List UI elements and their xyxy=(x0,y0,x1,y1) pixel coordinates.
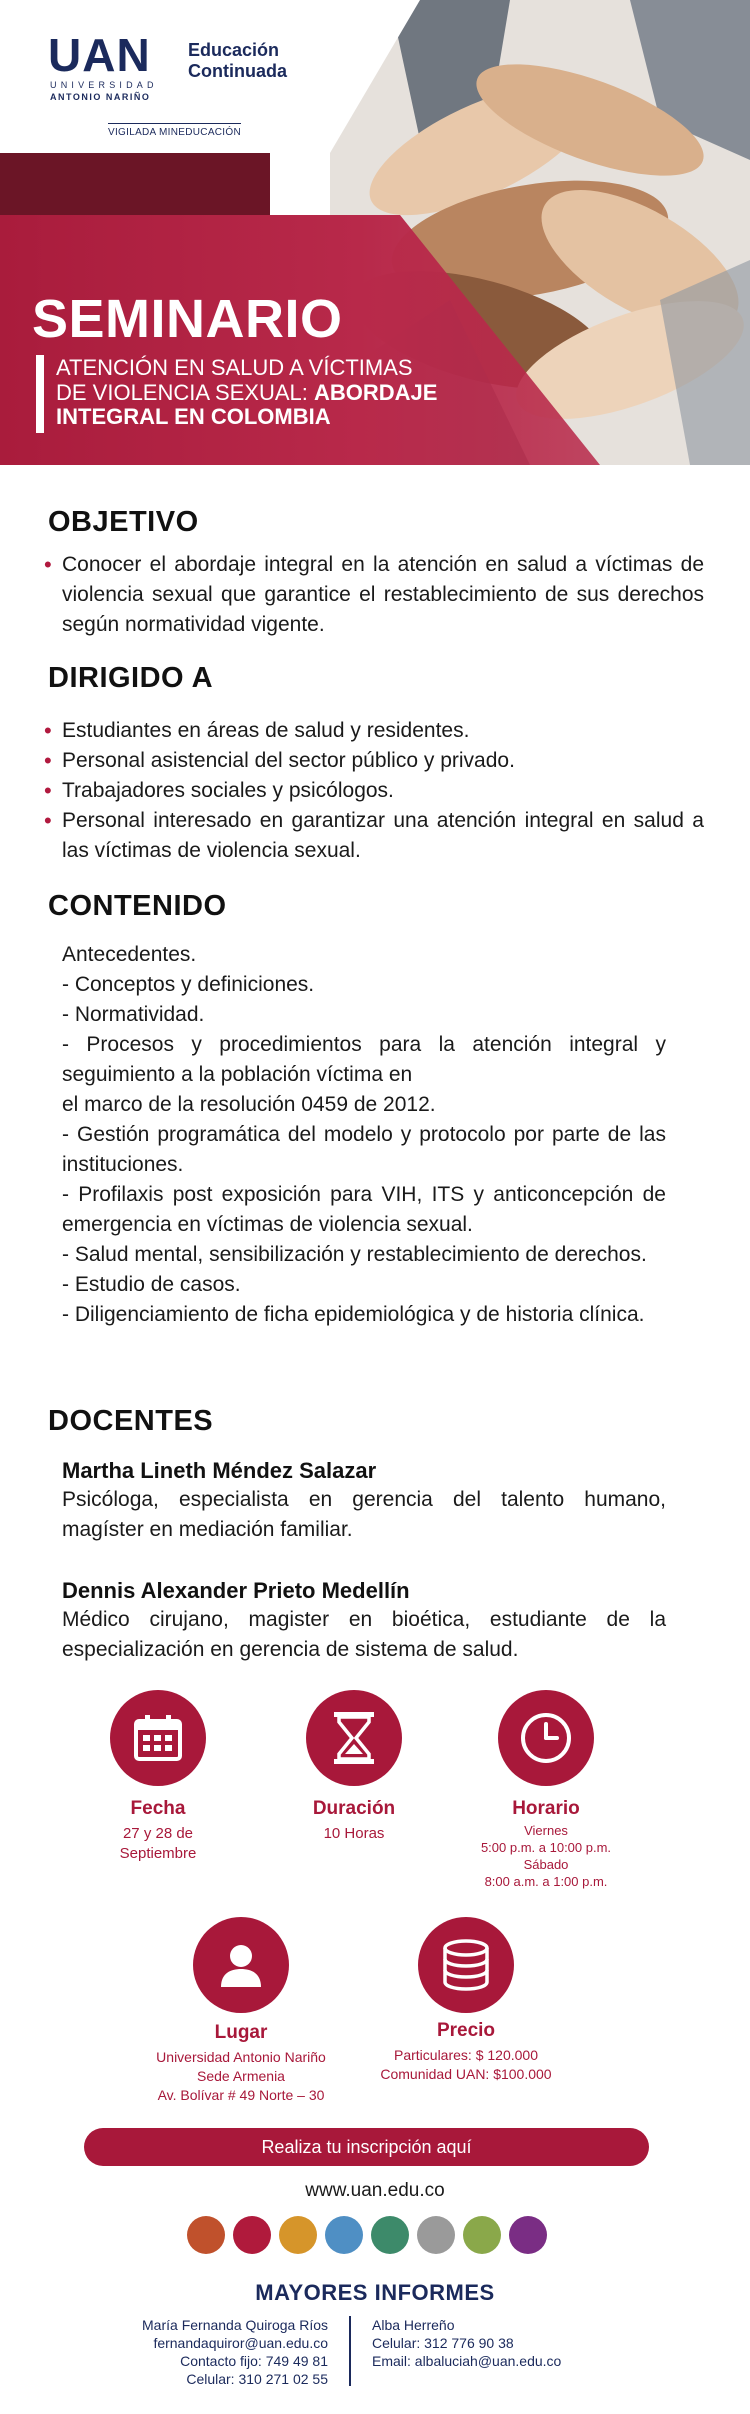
list-item: • Personal asistencial del sector público y privado. xyxy=(44,746,704,776)
horario-line-4: 8:00 a.m. a 1:00 p.m. xyxy=(484,1874,608,1889)
lugar-line-3: Av. Bolívar # 49 Norte – 30 xyxy=(157,2087,325,2103)
dirigido-heading: DIRIGIDO A xyxy=(48,662,214,694)
contenido-line: - Profilaxis post exposición para VIH, ITS y anticoncepción de emergencia en víctimas de violencia sexual. xyxy=(62,1183,666,1236)
person-glyph xyxy=(215,1939,267,1991)
title-accent-bar xyxy=(36,355,44,433)
list-item: • Trabajadores sociales y psicólogos. xyxy=(44,776,704,806)
precio-text xyxy=(346,2046,586,2084)
logo-sub-university: UNIVERSIDAD xyxy=(50,80,158,90)
contenido-line: - Normatividad. xyxy=(62,1003,205,1026)
person-icon xyxy=(193,1917,289,2013)
horario-line-3: Sábado xyxy=(523,1857,569,1872)
contact-mobile: Celular: 310 271 02 55 xyxy=(186,2371,328,2387)
contenido-line: - Conceptos y definiciones. xyxy=(62,973,315,996)
calendar-icon xyxy=(110,1690,206,1786)
mayores-informes-heading: MAYORES INFORMES xyxy=(255,2280,495,2305)
horario-title: Horario xyxy=(512,1798,580,1819)
color-dot xyxy=(417,2216,455,2254)
fecha-text xyxy=(88,1824,228,1864)
seminar-title-line-2a: DE VIOLENCIA SEXUAL: xyxy=(56,380,314,405)
color-dot xyxy=(233,2216,271,2254)
list-item: • Estudiantes en áreas de salud y residentes. xyxy=(44,716,704,746)
contact-divider xyxy=(349,2316,351,2386)
color-dot xyxy=(279,2216,317,2254)
precio-line-1: Particulares: $ 120.000 xyxy=(394,2047,538,2063)
contenido-line: - Salud mental, sensibilización y restablecimiento de derechos. xyxy=(62,1243,647,1266)
contact-name: Alba Herreño xyxy=(372,2317,455,2333)
contenido-line: - Gestión programática del modelo y protocolo por parte de las instituciones. xyxy=(62,1123,666,1176)
list-item: • Personal interesado en garantizar una atención integral en salud a las víctimas de violencia sexual. xyxy=(44,806,704,866)
inscripcion-button[interactable]: Realiza tu inscripción aquí xyxy=(84,2128,649,2166)
docentes-heading: DOCENTES xyxy=(48,1405,214,1437)
clock-glyph xyxy=(519,1711,573,1765)
dark-red-band xyxy=(0,153,270,215)
calendar-glyph xyxy=(132,1712,184,1764)
lugar-text xyxy=(111,2048,371,2105)
clock-icon xyxy=(498,1690,594,1786)
fecha-title: Fecha xyxy=(130,1798,186,1819)
seminario-heading: SEMINARIO xyxy=(32,289,343,349)
precio-line-2: Comunidad UAN: $100.000 xyxy=(380,2066,552,2082)
seminar-title-line-3: INTEGRAL EN COLOMBIA xyxy=(56,404,331,429)
color-dots xyxy=(187,2216,547,2254)
docente-2-name: Dennis Alexander Prieto Medellín xyxy=(62,1578,410,1603)
contact-left xyxy=(60,2316,328,2388)
vigilada-label: VIGILADA MINEDUCACIÓN xyxy=(108,123,241,138)
logo-sub-name: ANTONIO NARIÑO xyxy=(50,92,151,102)
horario-text xyxy=(446,1822,646,1890)
contenido-heading: CONTENIDO xyxy=(48,890,227,922)
brand-line-1: Educación xyxy=(188,40,280,60)
color-dot xyxy=(463,2216,501,2254)
uan-logo[interactable] xyxy=(40,28,300,138)
docente-1-name: Martha Lineth Méndez Salazar xyxy=(62,1458,377,1483)
seminar-title-line-2b: ABORDAJE xyxy=(313,380,438,405)
website-link[interactable]: www.uan.edu.co xyxy=(305,2180,445,2201)
contact-email[interactable]: fernandaquiror@uan.edu.co xyxy=(153,2335,328,2351)
horario-line-2: 5:00 p.m. a 10:00 p.m. xyxy=(480,1840,612,1855)
objetivo-text: • Conocer el abordaje integral en la atención en salud a víctimas de violencia sexual que garantice el restablecimiento de sus derechos según normatividad vigente. xyxy=(44,550,704,640)
contenido-line: - Estudio de casos. xyxy=(62,1273,241,1296)
seminar-title-line-1: ATENCIÓN EN SALUD A VÍCTIMAS xyxy=(56,355,413,380)
contenido-line: el marco de la resolución 0459 de 2012. xyxy=(62,1093,436,1116)
contact-email[interactable]: Email: albaluciah@uan.edu.co xyxy=(372,2353,562,2369)
contact-name: María Fernanda Quiroga Ríos xyxy=(142,2317,328,2333)
hero-banner xyxy=(0,0,750,465)
duracion-text: 10 Horas xyxy=(323,1825,385,1842)
precio-title: Precio xyxy=(436,2020,496,2041)
seminar-title-line-2 xyxy=(56,381,437,405)
horario-line-1: Viernes xyxy=(524,1823,568,1838)
color-dot xyxy=(187,2216,225,2254)
contenido-list xyxy=(62,940,666,1330)
objetivo-heading: OBJETIVO xyxy=(48,506,199,538)
lugar-line-2: Sede Armenia xyxy=(197,2068,285,2084)
contact-phone: Contacto fijo: 749 49 81 xyxy=(180,2353,328,2369)
hourglass-icon xyxy=(306,1690,402,1786)
duracion-title: Duración xyxy=(312,1798,396,1819)
hourglass-glyph xyxy=(332,1710,376,1766)
fecha-line-2: Septiembre xyxy=(119,1845,197,1862)
fecha-line-1: 27 y 28 de xyxy=(122,1825,194,1842)
docente-1-desc: Psicóloga, especialista en gerencia del talento humano, magíster en mediación familiar. xyxy=(62,1488,666,1541)
color-dot xyxy=(509,2216,547,2254)
contenido-line: - Procesos y procedimientos para la atención integral y seguimiento a la población víctima en xyxy=(62,1033,666,1086)
contact-right xyxy=(372,2316,672,2370)
contenido-line: - Diligenciamiento de ficha epidemiológica y de historia clínica. xyxy=(62,1303,645,1326)
database-glyph xyxy=(441,1939,491,1991)
brand-name xyxy=(188,40,287,82)
logo-wordmark: UAN xyxy=(48,29,151,81)
brand-line-2: Continuada xyxy=(188,61,287,81)
contact-mobile: Celular: 312 776 90 38 xyxy=(372,2335,514,2351)
lugar-line-1: Universidad Antonio Nariño xyxy=(156,2049,326,2065)
lugar-title: Lugar xyxy=(214,2022,268,2043)
docente-2-desc: Médico cirujano, magister en bioética, estudiante de la especialización en gerencia de sistema de salud. xyxy=(62,1608,666,1661)
dirigido-list xyxy=(44,716,704,866)
objetivo-list xyxy=(44,550,704,640)
database-icon xyxy=(418,1917,514,2013)
contenido-line: Antecedentes. xyxy=(62,943,197,966)
color-dot xyxy=(325,2216,363,2254)
color-dot xyxy=(371,2216,409,2254)
